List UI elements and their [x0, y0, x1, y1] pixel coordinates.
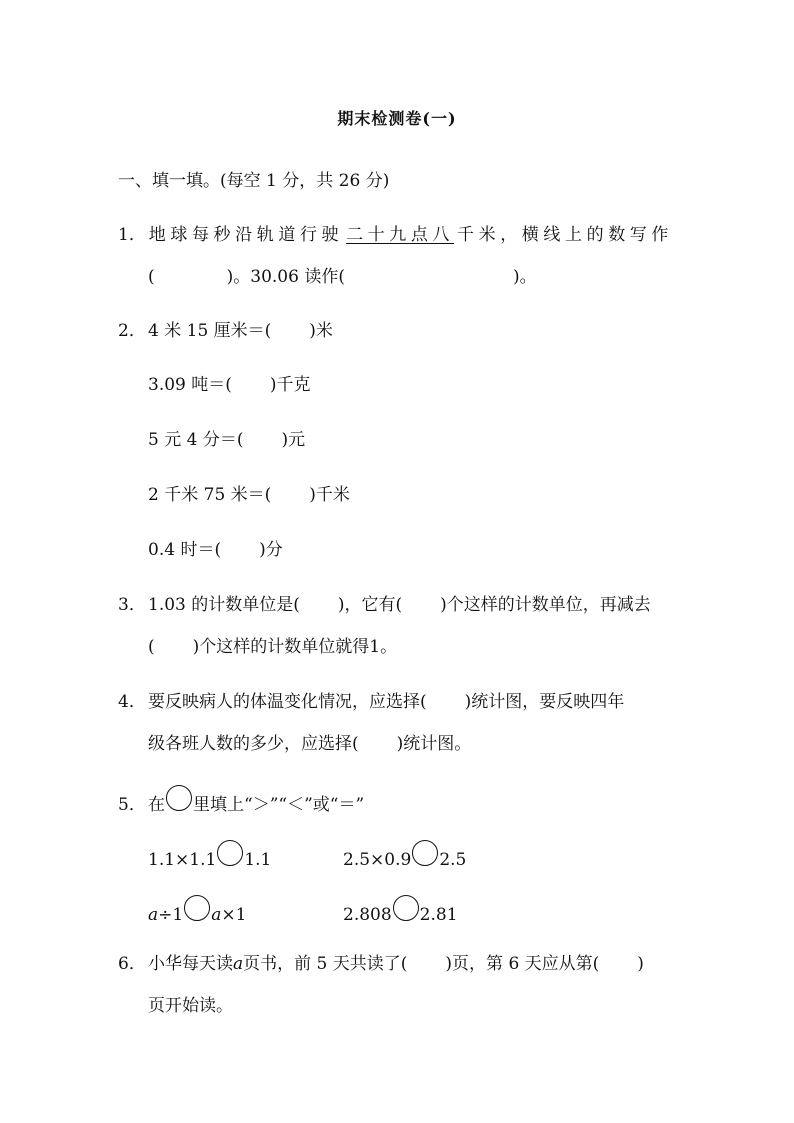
q5-left-expr: 2.5×0.9 — [343, 850, 412, 870]
question-number: 1． — [118, 225, 146, 245]
q3-text-e: )个这样的计数单位就得1。 — [192, 637, 398, 657]
question-2-item-4 — [148, 484, 350, 506]
q5-variable: a — [211, 905, 222, 925]
q3-text-b: )，它有( — [337, 595, 403, 615]
q4-text-a: 要反映病人的体温变化情况，应选择( — [148, 692, 427, 712]
question-number: 4． — [118, 692, 146, 712]
q5-right-expr: 2.5 — [439, 850, 467, 870]
page-title: 期末检测卷(一) — [337, 109, 457, 128]
q5-right-expr: ×1 — [221, 905, 247, 925]
q4-text-d: )统计图。 — [396, 734, 472, 754]
q6-text-d: ) — [637, 954, 644, 974]
question-number: 3． — [118, 595, 146, 615]
q5-left-expr: 1.1×1.1 — [148, 850, 217, 870]
q5-right-expr: 2.81 — [419, 905, 458, 925]
q5-right-expr: 1.1 — [244, 850, 272, 870]
q2-item-text: 3.09 吨＝( — [148, 375, 232, 395]
question-1-line-1 — [118, 224, 673, 246]
section-heading: 一、填一填。(每空 1 分，共 26 分) — [118, 171, 390, 191]
q2-item-text: 4 米 15 厘米＝( — [148, 321, 272, 341]
question-3-line-2 — [148, 636, 397, 658]
question-6-line-2 — [148, 995, 233, 1017]
q6-text-c: )页，第 6 天应从第( — [445, 954, 600, 974]
question-2-item-3 — [148, 429, 305, 451]
q5-text-pre: 在 — [148, 795, 165, 815]
q5-left-expr: 2.808 — [343, 905, 392, 925]
q1-text-end: )。 — [512, 267, 537, 287]
q6-variable: a — [233, 954, 244, 974]
question-5-instruction — [118, 792, 364, 818]
question-number: 6． — [118, 954, 146, 974]
q3-text-a: 1.03 的计数单位是( — [148, 595, 300, 615]
question-2-item-1 — [118, 320, 333, 342]
q5-compare-3 — [148, 902, 246, 928]
q5-compare-1 — [148, 847, 271, 873]
q6-text-e: 页开始读。 — [148, 996, 233, 1016]
q4-text-c: 级各班人数的多少，应选择( — [148, 734, 359, 754]
circle-icon — [166, 785, 192, 811]
q2-item-unit: )千克 — [269, 375, 311, 395]
q4-text-b: )统计图，要反映四年 — [464, 692, 625, 712]
compare-circle-input[interactable] — [393, 895, 419, 921]
question-number: 2． — [118, 321, 146, 341]
question-3-line-1 — [118, 594, 651, 616]
q6-text-b: 页书，前 5 天共读了( — [243, 954, 408, 974]
question-1-line-2 — [148, 266, 537, 288]
q2-item-unit: )米 — [309, 321, 333, 341]
q2-item-text: 2 千米 75 米＝( — [148, 485, 272, 505]
q5-left-expr: ÷1 — [158, 905, 184, 925]
q2-item-text: 5 元 4 分＝( — [148, 430, 244, 450]
q1-text-pre: 地球每秒沿轨道行驶 — [148, 225, 344, 245]
q1-text-mid: )。30.06 读作( — [226, 267, 345, 287]
compare-circle-input[interactable] — [184, 895, 210, 921]
question-4-line-1 — [118, 691, 624, 713]
q6-text-a: 小华每天读 — [148, 954, 233, 974]
q3-text-c: )个这样的计数单位，再减去 — [440, 595, 651, 615]
q3-text-d: ( — [148, 637, 155, 657]
compare-circle-input[interactable] — [217, 840, 243, 866]
question-2-item-2 — [148, 374, 311, 396]
q2-item-text: 0.4 时＝( — [148, 540, 222, 560]
compare-circle-input[interactable] — [412, 840, 438, 866]
q1-text-post: 千米，横线上的数写作 — [457, 225, 673, 245]
q5-variable: a — [148, 905, 159, 925]
q5-compare-4 — [343, 902, 458, 928]
q2-item-unit: )分 — [259, 540, 283, 560]
q5-compare-2 — [343, 847, 466, 873]
q1-blank-open: ( — [148, 267, 155, 287]
q1-underlined-number: 二十九点八 — [346, 225, 455, 245]
q2-item-unit: )元 — [281, 430, 306, 450]
question-6-line-1 — [118, 953, 644, 975]
question-number: 5． — [118, 795, 146, 815]
q5-text-post: 里填上“＞”“＜”或“＝” — [193, 795, 365, 815]
q2-item-unit: )千米 — [309, 485, 350, 505]
question-2-item-5 — [148, 539, 283, 561]
question-4-line-2 — [148, 733, 471, 755]
